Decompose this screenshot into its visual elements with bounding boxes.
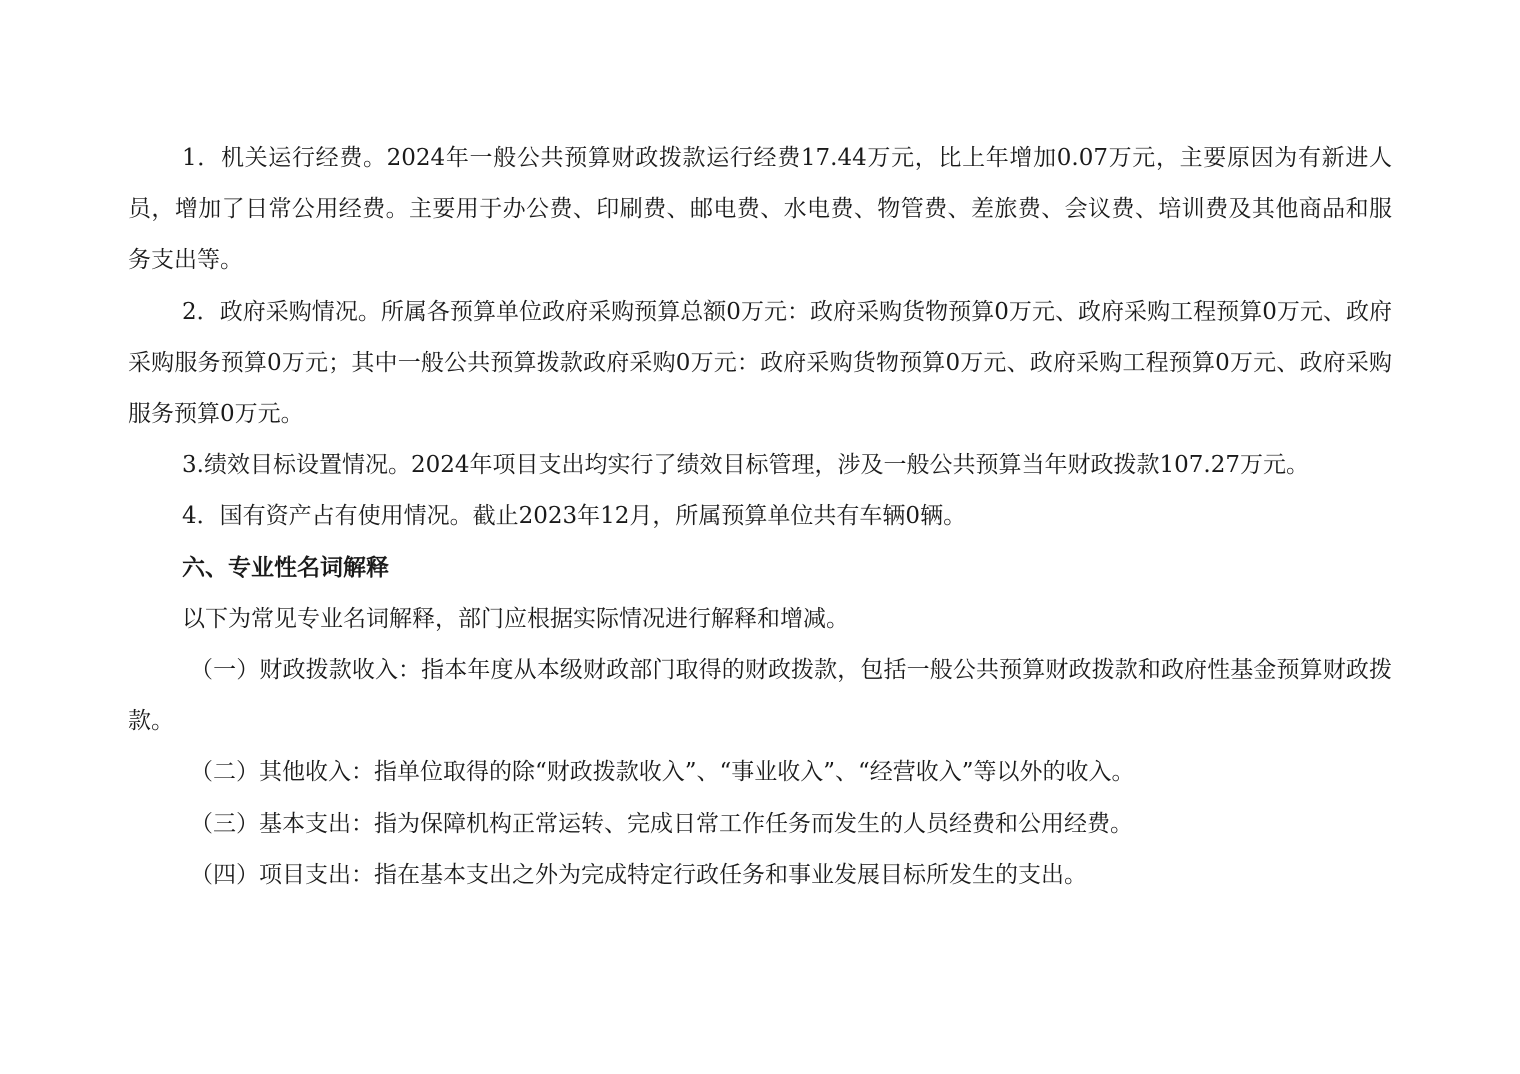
document-page [128,133,1392,901]
paragraph-government-procurement: 2．政府采购情况。所属各预算单位政府采购预算总额0万元：政府采购货物预算0万元、政府采购工程预算0万元、政府采购服务预算0万元；其中一般公共预算拨款政府采购0万元：政府采购货物预算0万元、政府采购工程预算0万元、政府采购服务预算0万元。 [128,298,1392,428]
paragraph-performance-targets: 3.绩效目标设置情况。2024年项目支出均实行了绩效目标管理，涉及一般公共预算当年财政拨款107.27万元。 [182,452,1309,479]
section-heading-terms: 六、专业性名词解释 [182,554,389,581]
paragraph-term-fiscal-income: （一）财政拨款收入：指本年度从本级财政部门取得的财政拨款，包括一般公共预算财政拨款和政府性基金预算财政拨款。 [128,657,1392,735]
paragraph-term-basic-expenditure: （三）基本支出：指为保障机构正常运转、完成日常工作任务而发生的人员经费和公用经费。 [190,810,1133,837]
paragraph-terms-intro: 以下为常见专业名词解释，部门应根据实际情况进行解释和增减。 [182,605,849,632]
paragraph-operating-expenses: 1．机关运行经费。2024年一般公共预算财政拨款运行经费17.44万元，比上年增加0.07万元，主要原因为有新进人员，增加了日常公用经费。主要用于办公费、印刷费、邮电费、水电费、物管费、差旅费、会议费、培训费及其他商品和服务支出等。 [128,145,1392,274]
paragraph-term-project-expenditure: （四）项目支出：指在基本支出之外为完成特定行政任务和事业发展目标所发生的支出。 [190,861,1087,888]
paragraph-term-other-income: （二）其他收入：指单位取得的除“财政拨款收入”、“事业收入”、“经营收入”等以外的收入。 [190,759,1135,786]
paragraph-state-assets: 4．国有资产占有使用情况。截止2023年12月，所属预算单位共有车辆0辆。 [182,503,967,530]
